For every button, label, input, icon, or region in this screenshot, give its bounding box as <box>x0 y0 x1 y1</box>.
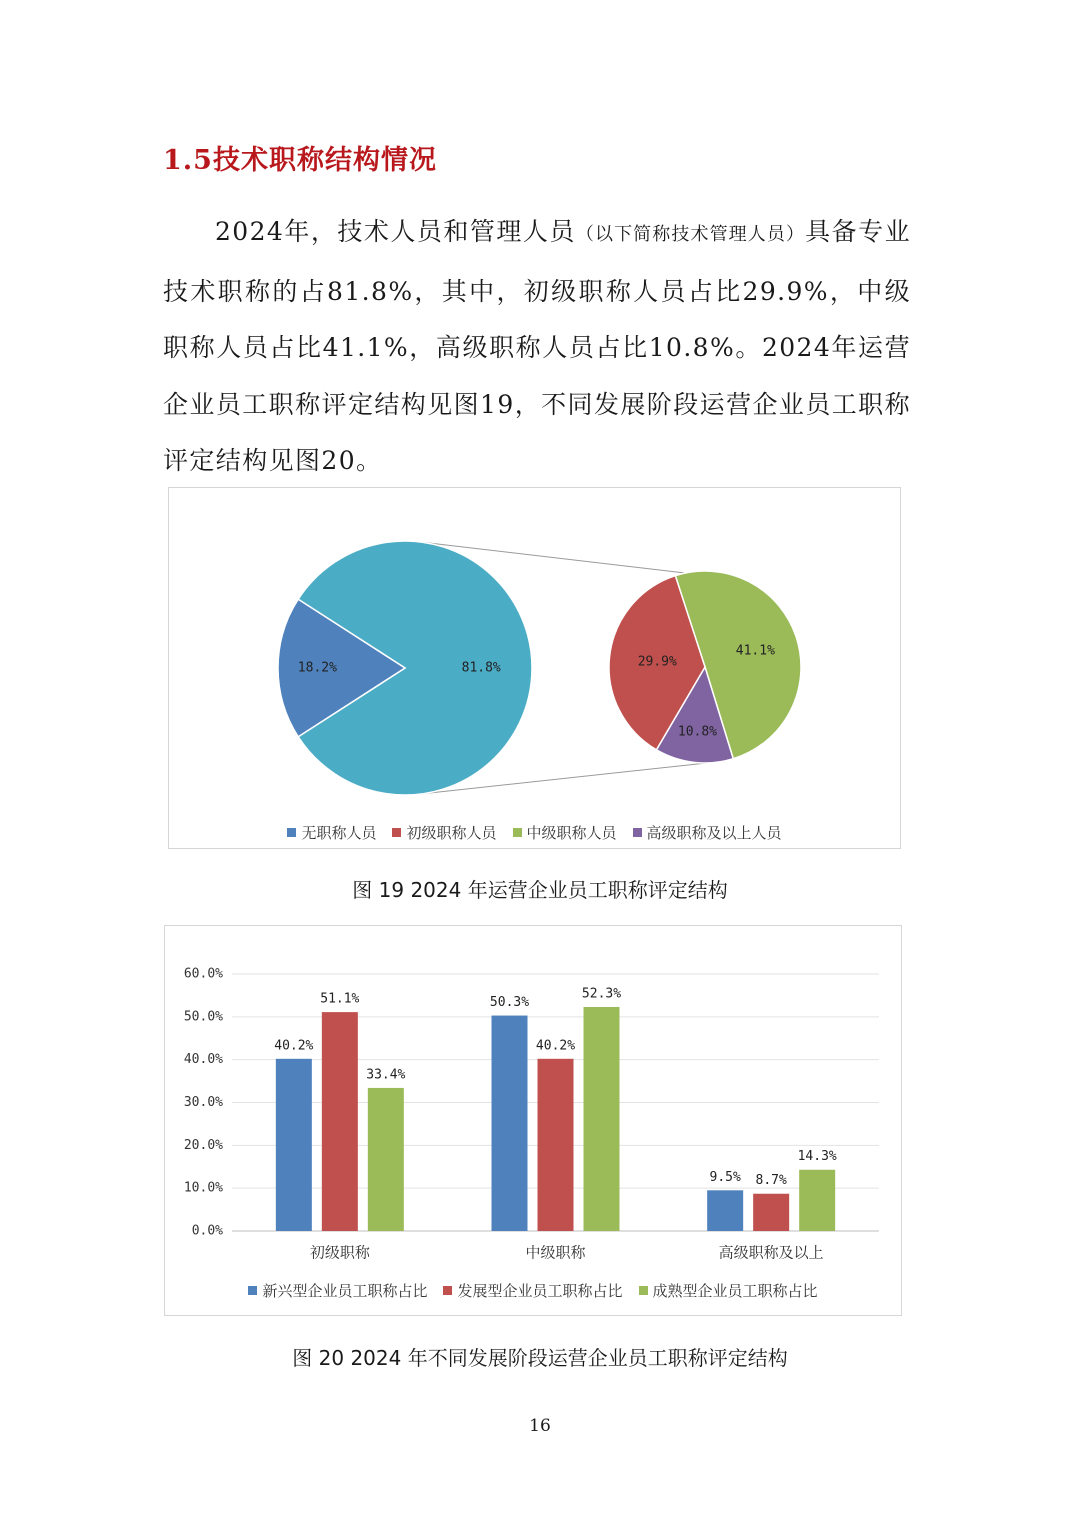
paragraph-note: （以下简称技术管理人员） <box>575 224 806 245</box>
page-number: 16 <box>529 1416 551 1436</box>
bar-value-label: 51.1% <box>320 991 360 1007</box>
y-tick-label: 50.0% <box>183 1009 223 1025</box>
bar <box>538 1059 574 1231</box>
bar-value-label: 8.7% <box>755 1173 787 1189</box>
bar-value-label: 52.3% <box>581 986 622 1002</box>
bar-value-label: 33.4% <box>366 1067 406 1083</box>
bar-value-label: 9.5% <box>709 1169 741 1185</box>
pie-label-no-title: 18.2% <box>297 660 337 676</box>
legend-label: 中级职称人员 <box>526 824 617 842</box>
y-tick-label: 40.0% <box>183 1052 223 1068</box>
legend-swatch <box>633 828 642 837</box>
bar <box>322 1012 358 1231</box>
x-category-label: 中级职称 <box>525 1243 586 1262</box>
bar <box>368 1088 404 1231</box>
y-tick-label: 60.0% <box>183 966 223 982</box>
y-tick-label: 0.0% <box>191 1223 223 1239</box>
breakdown-label-senior: 10.8% <box>677 724 718 740</box>
legend-swatch <box>392 828 401 837</box>
bar-value-label: 40.2% <box>535 1038 576 1054</box>
legend-swatch <box>639 1286 648 1295</box>
pie-label-with-title: 81.8% <box>461 660 501 676</box>
legend-label: 无职称人员 <box>301 824 377 842</box>
figure-20-legend <box>165 1280 901 1301</box>
pie-of-pie-chart <box>169 488 900 818</box>
legend-item <box>248 1280 427 1301</box>
legend-swatch <box>443 1286 452 1295</box>
grouped-bar-chart <box>165 926 901 1276</box>
legend-label: 成熟型企业员工职称占比 <box>652 1282 818 1300</box>
legend-label: 发展型企业员工职称占比 <box>457 1282 623 1300</box>
bar <box>753 1194 789 1231</box>
legend-item <box>443 1280 622 1301</box>
breakdown-label-intermediate: 41.1% <box>735 643 775 659</box>
y-tick-label: 10.0% <box>183 1180 223 1196</box>
legend-swatch <box>287 828 296 837</box>
figure-19-legend <box>169 822 900 843</box>
y-tick-label: 30.0% <box>183 1095 223 1110</box>
paragraph-part2: 具备专业技术职称的占81.8%，其中，初级职称人员占比29.9%，中级职称人员占比41.1%，高级职称人员占比10.8%。2024年运营企业员工职称评定结构见图19，不同发展阶段运营企业员工职称评定结构见图20。 <box>163 217 912 475</box>
legend-item <box>633 822 782 843</box>
legend-item <box>639 1280 818 1301</box>
figure-20-caption: 图 20 2024 年不同发展阶段运营企业员工职称评定结构 <box>292 1346 788 1370</box>
bar-value-label: 40.2% <box>274 1038 314 1054</box>
legend-label: 新兴型企业员工职称占比 <box>262 1282 428 1300</box>
figure-19-chart <box>168 487 901 849</box>
x-category-label: 初级职称 <box>309 1243 370 1262</box>
bar <box>276 1059 312 1231</box>
figure-20-chart <box>164 925 902 1316</box>
bar-value-label: 50.3% <box>489 995 530 1011</box>
legend-swatch <box>513 828 522 837</box>
legend-label: 高级职称及以上人员 <box>646 824 782 842</box>
bar-value-label: 14.3% <box>797 1149 837 1165</box>
legend-item <box>392 822 496 843</box>
figure-19-caption: 图 19 2024 年运营企业员工职称评定结构 <box>352 878 728 902</box>
legend-swatch <box>248 1286 257 1295</box>
bar <box>707 1190 743 1231</box>
y-tick-label: 20.0% <box>183 1137 223 1153</box>
paragraph-part1: 2024年，技术人员和管理人员 <box>215 217 576 246</box>
bar <box>799 1170 835 1231</box>
x-category-label: 高级职称及以上 <box>718 1243 824 1262</box>
legend-item <box>287 822 376 843</box>
section-heading: 1.5技术职称结构情况 <box>163 145 437 176</box>
body-paragraph <box>163 204 911 490</box>
bar <box>492 1016 528 1231</box>
breakdown-label-junior: 29.9% <box>637 654 677 670</box>
legend-item <box>513 822 617 843</box>
legend-label: 初级职称人员 <box>406 824 497 842</box>
bar <box>584 1007 620 1231</box>
